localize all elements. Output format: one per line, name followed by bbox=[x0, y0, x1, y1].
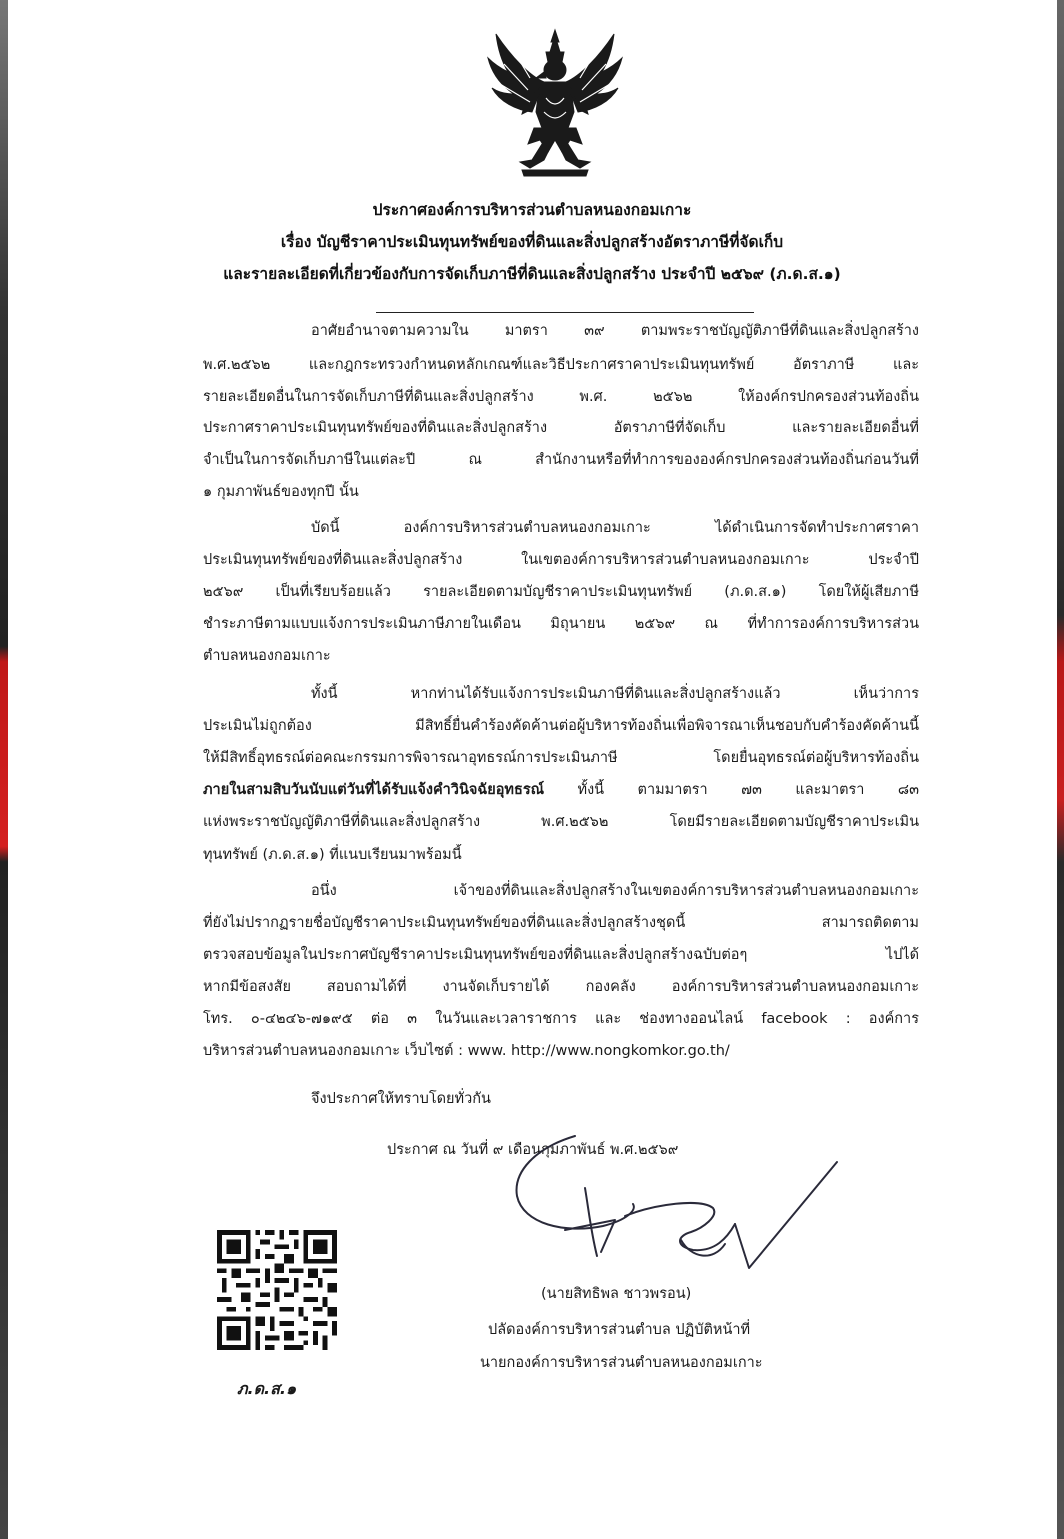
paragraph-3-line: ทั้งนี้ หากท่านได้รับแจ้งการประเมินภาษีที่ดินและสิ่งปลูกสร้างแล้ว เห็นว่าการ bbox=[311, 686, 919, 702]
handwritten-signature bbox=[505, 1128, 845, 1308]
scan-edge-left bbox=[0, 0, 8, 1539]
signer-name: (นายสิทธิพล ชาวพรอน) bbox=[541, 1286, 692, 1302]
qr-code-icon bbox=[217, 1230, 337, 1350]
paragraph-3-line: ให้มีสิทธิ์อุทธรณ์ต่อคณะกรรมการพิจารณาอุทธรณ์การประเมินภาษี โดยยื่นอุทธรณ์ต่อผู้บริหารท้องถิ่น bbox=[203, 750, 919, 766]
paragraph-1-line: อาศัยอำนาจตามความใน มาตรา ๓๙ ตามพระราชบัญญัติภาษีที่ดินและสิ่งปลูกสร้าง bbox=[311, 323, 919, 339]
legal-reference-text: ทั้งนี้ ตามมาตรา ๗๓ และมาตรา ๘๓ bbox=[544, 782, 919, 798]
paragraph-3-line: ประเมินไม่ถูกต้อง มีสิทธิ์ยื่นคำร้องคัดค้านต่อผู้บริหารท้องถิ่นเพื่อพิจารณาเห็นชอบกับคำร้องคัดค้านนี้ bbox=[203, 718, 919, 734]
paragraph-1-line: รายละเอียดอื่นในการจัดเก็บภาษีที่ดินและสิ่งปลูกสร้าง พ.ศ. ๒๕๖๒ ให้องค์กรปกครองส่วนท้องถิ่น bbox=[203, 389, 919, 405]
paragraph-2-line: บัดนี้ องค์การบริหารส่วนตำบลหนองกอมเกาะ ได้ดำเนินการจัดทำประกาศราคา bbox=[311, 520, 919, 536]
announcement-subject: เรื่อง บัญชีราคาประเมินทุนทรัพย์ของที่ดินและสิ่งปลูกสร้างอัตราภาษีที่จัดเก็บ bbox=[280, 233, 784, 251]
announcement-date: ประกาศ ณ วันที่ ๙ เดือนกุมภาพันธ์ พ.ศ.๒๕๖๙ bbox=[387, 1142, 679, 1158]
announcement-title: ประกาศองค์การบริหารส่วนตำบลหนองกอมเกาะ bbox=[372, 201, 692, 219]
paragraph-4-line: อนึ่ง เจ้าของที่ดินและสิ่งปลูกสร้างในเขตองค์การบริหารส่วนตำบลหนองกอมเกาะ bbox=[311, 883, 919, 899]
paragraph-1-line: จำเป็นในการจัดเก็บภาษีในแต่ละปี ณ สำนักงานหรือที่ทำการขององค์กรปกครองส่วนท้องถิ่นก่อนวันที่ bbox=[203, 452, 919, 468]
title-divider bbox=[376, 312, 754, 313]
scan-edge-right bbox=[1057, 0, 1064, 1539]
paragraph-4-line: ตรวจสอบข้อมูลในประกาศบัญชีราคาประเมินทุนทรัพย์ของที่ดินและสิ่งปลูกสร้างฉบับต่อๆ ไปได้ bbox=[203, 947, 919, 963]
paragraph-2-line: ๒๕๖๙ เป็นที่เรียบร้อยแล้ว รายละเอียดตามบัญชีราคาประเมินทุนทรัพย์ (ภ.ด.ส.๑) โดยให้ผู้เสียภาษี bbox=[203, 584, 919, 600]
paragraph-2-line: ตำบลหนองกอมเกาะ bbox=[203, 648, 331, 664]
paragraph-1-line: ประกาศราคาประเมินทุนทรัพย์ของที่ดินและสิ่งปลูกสร้าง อัตราภาษีที่จัดเก็บ และรายละเอียดอื่นที่ bbox=[203, 420, 919, 436]
paragraph-1-line: ๑ กุมภาพันธ์ของทุกปี นั้น bbox=[203, 484, 359, 500]
signer-position: ปลัดองค์การบริหารส่วนตำบล ปฏิบัติหน้าที่ bbox=[488, 1322, 751, 1338]
paragraph-4-line: หากมีข้อสงสัย สอบถามได้ที่ งานจัดเก็บรายได้ กองคลัง องค์การบริหารส่วนตำบลหนองกอมเกาะ bbox=[203, 979, 919, 995]
announcement-subject-cont: และรายละเอียดที่เกี่ยวข้องกับการจัดเก็บภาษีที่ดินและสิ่งปลูกสร้าง ประจำปี ๒๕๖๙ (ภ.ด.ส.๑) bbox=[223, 265, 841, 283]
form-code-label: ภ.ด.ส.๑ bbox=[237, 1379, 297, 1398]
paragraph-3-line: ทุนทรัพย์ (ภ.ด.ส.๑) ที่แนบเรียนมาพร้อมนี้ bbox=[203, 847, 462, 863]
garuda-emblem-icon bbox=[482, 28, 628, 178]
paragraph-4-line: บริหารส่วนตำบลหนองกอมเกาะ เว็บไซต์ : www. http://www.nongkomkor.go.th/ bbox=[203, 1043, 730, 1059]
paragraph-4-line: ที่ยังไม่ปรากฏรายชื่อบัญชีราคาประเมินทุนทรัพย์ของที่ดินและสิ่งปลูกสร้างชุดนี้ สามารถติดตาม bbox=[203, 915, 919, 931]
signer-acting-position: นายกองค์การบริหารส่วนตำบลหนองกอมเกาะ bbox=[480, 1355, 763, 1371]
paragraph-4-line: โทร. ๐-๔๒๔๖-๗๑๙๕ ต่อ ๓ ในวันและเวลาราชการ และ ช่องทางออนไลน์ facebook : องค์การ bbox=[203, 1011, 919, 1027]
paragraph-2-line: ประเมินทุนทรัพย์ของที่ดินและสิ่งปลูกสร้าง ในเขตองค์การบริหารส่วนตำบลหนองกอมเกาะ ประจำปี bbox=[203, 552, 919, 568]
paragraph-3-line bbox=[203, 779, 919, 801]
paragraph-2-line: ชำระภาษีตามแบบแจ้งการประเมินภาษีภายในเดือน มิถุนายน ๒๕๖๙ ณ ที่ทำการองค์การบริหารส่วน bbox=[203, 616, 919, 632]
appeal-deadline-text: ภายในสามสิบวันนับแต่วันที่ได้รับแจ้งคำวินิจฉัยอุทธรณ์ bbox=[203, 782, 545, 798]
paragraph-1-line: พ.ศ.๒๕๖๒ และกฎกระทรวงกำหนดหลักเกณฑ์และวิธีประกาศราคาประเมินทุนทรัพย์ อัตราภาษี และ bbox=[203, 357, 919, 373]
closing-statement: จึงประกาศให้ทราบโดยทั่วกัน bbox=[311, 1091, 491, 1107]
paragraph-3-line: แห่งพระราชบัญญัติภาษีที่ดินและสิ่งปลูกสร้าง พ.ศ.๒๕๖๒ โดยมีรายละเอียดตามบัญชีราคาประเมิน bbox=[203, 814, 919, 830]
